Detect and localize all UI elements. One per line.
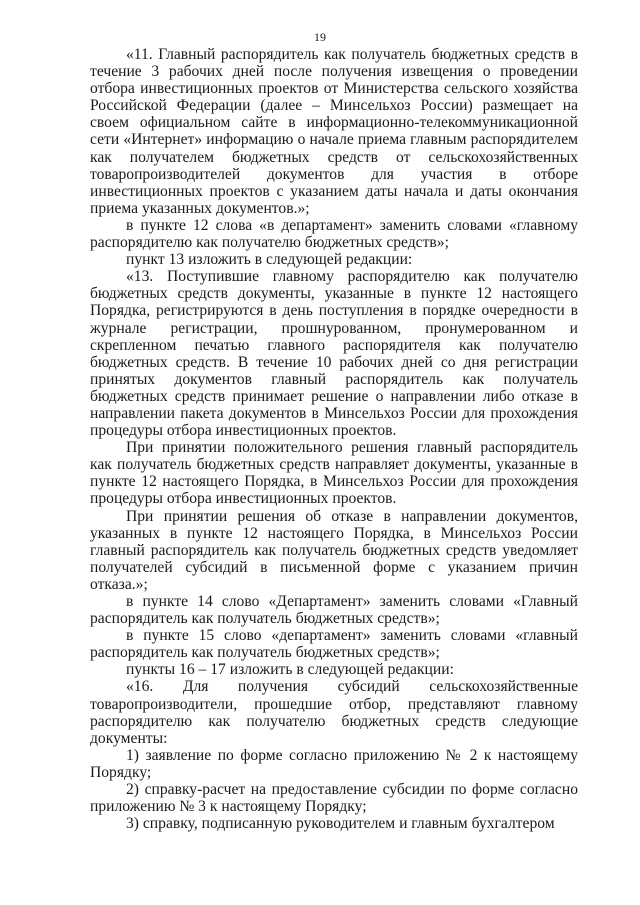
document-body	[90, 46, 578, 832]
paragraph-intro-16-17: пункты 16 – 17 изложить в следующей редакции:	[126, 661, 454, 679]
paragraph-intro-13: пункт 13 изложить в следующей редакции:	[126, 251, 413, 269]
paragraph-refusal-decision: При принятии решения об отказе в направлении документов, указанных в пункте 12 настоящего Порядка, в Минсельхоз России главный распорядитель как получатель бюджетных средств уведомляет получателей субсидий в письменной форме с указанием причин отказа.»;	[90, 507, 578, 593]
page-number: 19	[314, 30, 326, 44]
paragraph-item-16: «16. Для получения субсидий сельскохозяйственные товаропроизводители, прошедшие отбор, представляют главному распорядителю как получателю бюджетных средств следующие документы:	[90, 678, 578, 747]
paragraph-amend-15: в пункте 15 слово «департамент» заменить словами «главный распорядитель как получатель бюджетных средств»;	[90, 627, 578, 662]
list-item-2: 2) справку-расчет на предоставление субсидии по форме согласно приложению № 3 к настоящему Порядку;	[90, 781, 578, 816]
paragraph-positive-decision: При принятии положительного решения главный распорядитель как получатель бюджетных средств направляет документы, указанные в пункте 12 настоящего Порядка, в Минсельхоз России для прохождения процедуры отбора инвестиционных проектов.	[90, 439, 578, 508]
list-item-3: 3) справку, подписанную руководителем и главным бухгалтером	[126, 815, 555, 833]
list-item-1: 1) заявление по форме согласно приложению № 2 к настоящему Порядку;	[90, 746, 578, 781]
paragraph-amend-14: в пункте 14 слово «Департамент» заменить словами «Главный распорядитель как получатель бюджетных средств»;	[90, 593, 578, 628]
paragraph-item-11: «11. Главный распорядитель как получатель бюджетных средств в течение 3 рабочих дней после получения извещения о проведении отбора инвестиционных проектов от Министерства сельского хозяйства Российской Федерации (далее – Минсельхоз России) размещает на своем официальном сайте в информационно-телекоммуникационной сети «Интернет» информацию о начале приема главным распорядителем как получателем бюджетных средств от сельскохозяйственных товаропроизводителей документов для участия в отборе инвестиционных проектов с указанием даты начала и даты окончания приема указанных документов.»;	[90, 46, 578, 217]
paragraph-item-13: «13. Поступившие главному распорядителю как получателю бюджетных средств документы, указанные в пункте 12 настоящего Порядка, регистрируются в день поступления в порядке очередности в журнале регистрации, прошнурованном, пронумерованном и скрепленном печатью главного распорядителя как получателю бюджетных средств. В течение 10 рабочих дней со дня регистрации принятых документов главный распорядитель как получатель бюджетных средств принимает решение о направлении либо отказе в направлении пакета документов в Минсельхоз России для прохождения процедуры отбора инвестиционных проектов.	[90, 268, 578, 440]
paragraph-amend-12: в пункте 12 слова «в департамент» заменить словами «главному распорядителю как получателю бюджетных средств»;	[90, 216, 578, 252]
